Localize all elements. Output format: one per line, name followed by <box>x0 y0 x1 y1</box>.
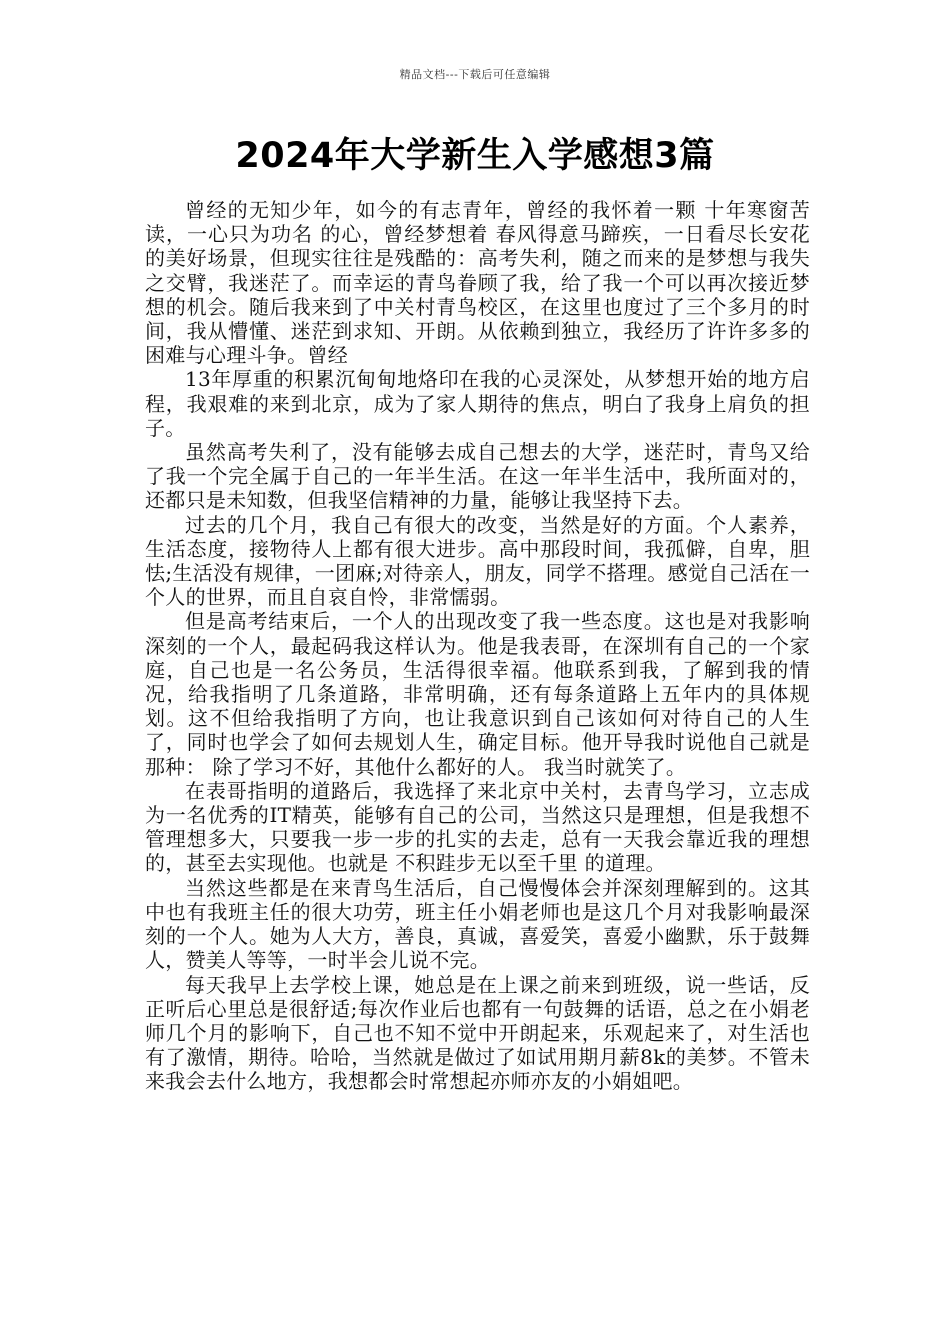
paragraph: 曾经的无知少年，如今的有志青年，曾经的我怀着一颗 十年寒窗苦读，一心只为功名 的心，曾经梦想着 春风得意马蹄疾，一日看尽长安花 的美好场景，但现实往往是残酷的：高考失利，随之而来的是梦想与我失之交臂，我迷茫了。而幸运的青鸟眷顾了我，给了我一个可以再次接近梦想的机会。随后我来到了中关村青鸟校区，在这里也度过了三个多月的时间，我从懵懂、迷茫到求知、开朗。从依赖到独立，我经历了许许多多的困难与心理斗争。曾经 <box>145 198 810 368</box>
header-note: 精品文档---下载后可任意编辑 <box>399 68 551 81</box>
paragraph: 虽然高考失利了，没有能够去成自己想去的大学，迷茫时，青鸟又给了我一个完全属于自己的一年半生活。在这一年半生活中，我所面对的，还都只是未知数，但我坚信精神的力量，能够让我坚持下去。 <box>145 440 810 513</box>
paragraph: 过去的几个月，我自己有很大的改变，当然是好的方面。个人素养，生活态度，接物待人上都有很大进步。高中那段时间，我孤僻，自卑，胆怯;生活没有规律，一团麻;对待亲人，朋友，同学不搭理。感觉自己活在一个人的世界，而且自哀自怜，非常懦弱。 <box>145 512 810 610</box>
paragraph: 在表哥指明的道路后，我选择了来北京中关村，去青鸟学习，立志成为一名优秀的IT精英，能够有自己的公司，当然这只是理想，但是我想不管理想多大，只要我一步一步的扎实的去走，总有一天我会靠近我的理想的，甚至去实现他。也就是 不积跬步无以至千里 的道理。 <box>145 778 810 876</box>
paragraph: 13年厚重的积累沉甸甸地烙印在我的心灵深处，从梦想开始的地方启程，我艰难的来到北京，成为了家人期待的焦点，明白了我身上肩负的担子。 <box>145 367 810 440</box>
paragraph: 每天我早上去学校上课，她总是在上课之前来到班级，说一些话，反正听后心里总是很舒适;每次作业后也都有一句鼓舞的话语，总之在小娟老师几个月的影响下，自己也不知不觉中开朗起来，乐观起来了，对生活也有了激情，期待。哈哈，当然就是做过了如试用期月薪8k的美梦。不管未来我会去什么地方，我想都会时常想起亦师亦友的小娟姐吧。 <box>145 972 810 1094</box>
body-text <box>145 198 810 1094</box>
paragraph: 当然这些都是在来青鸟生活后，自己慢慢体会并深刻理解到的。这其中也有我班主任的很大功劳，班主任小娟老师也是这几个月对我影响最深刻的一个人。她为人大方，善良，真诚，喜爱笑，喜爱小幽默，乐于鼓舞人，赞美人等等，一时半会儿说不完。 <box>145 875 810 973</box>
paragraph: 但是高考结束后，一个人的出现改变了我一些态度。这也是对我影响深刻的一个人，最起码我这样认为。他是我表哥，在深圳有自己的一个家庭，自己也是一名公务员，生活得很幸福。他联系到我，了解到我的情况，给我指明了几条道路，非常明确，还有每条道路上五年内的具体规划。这不但给我指明了方向，也让我意识到自己该如何对待自己的人生了，同时也学会了如何去规划人生，确定目标。他开导我时说他自己就是那种： 除了学习不好，其他什么都好的人。 我当时就笑了。 <box>145 609 810 779</box>
page-title: 2024年大学新生入学感想3篇 <box>235 136 715 176</box>
